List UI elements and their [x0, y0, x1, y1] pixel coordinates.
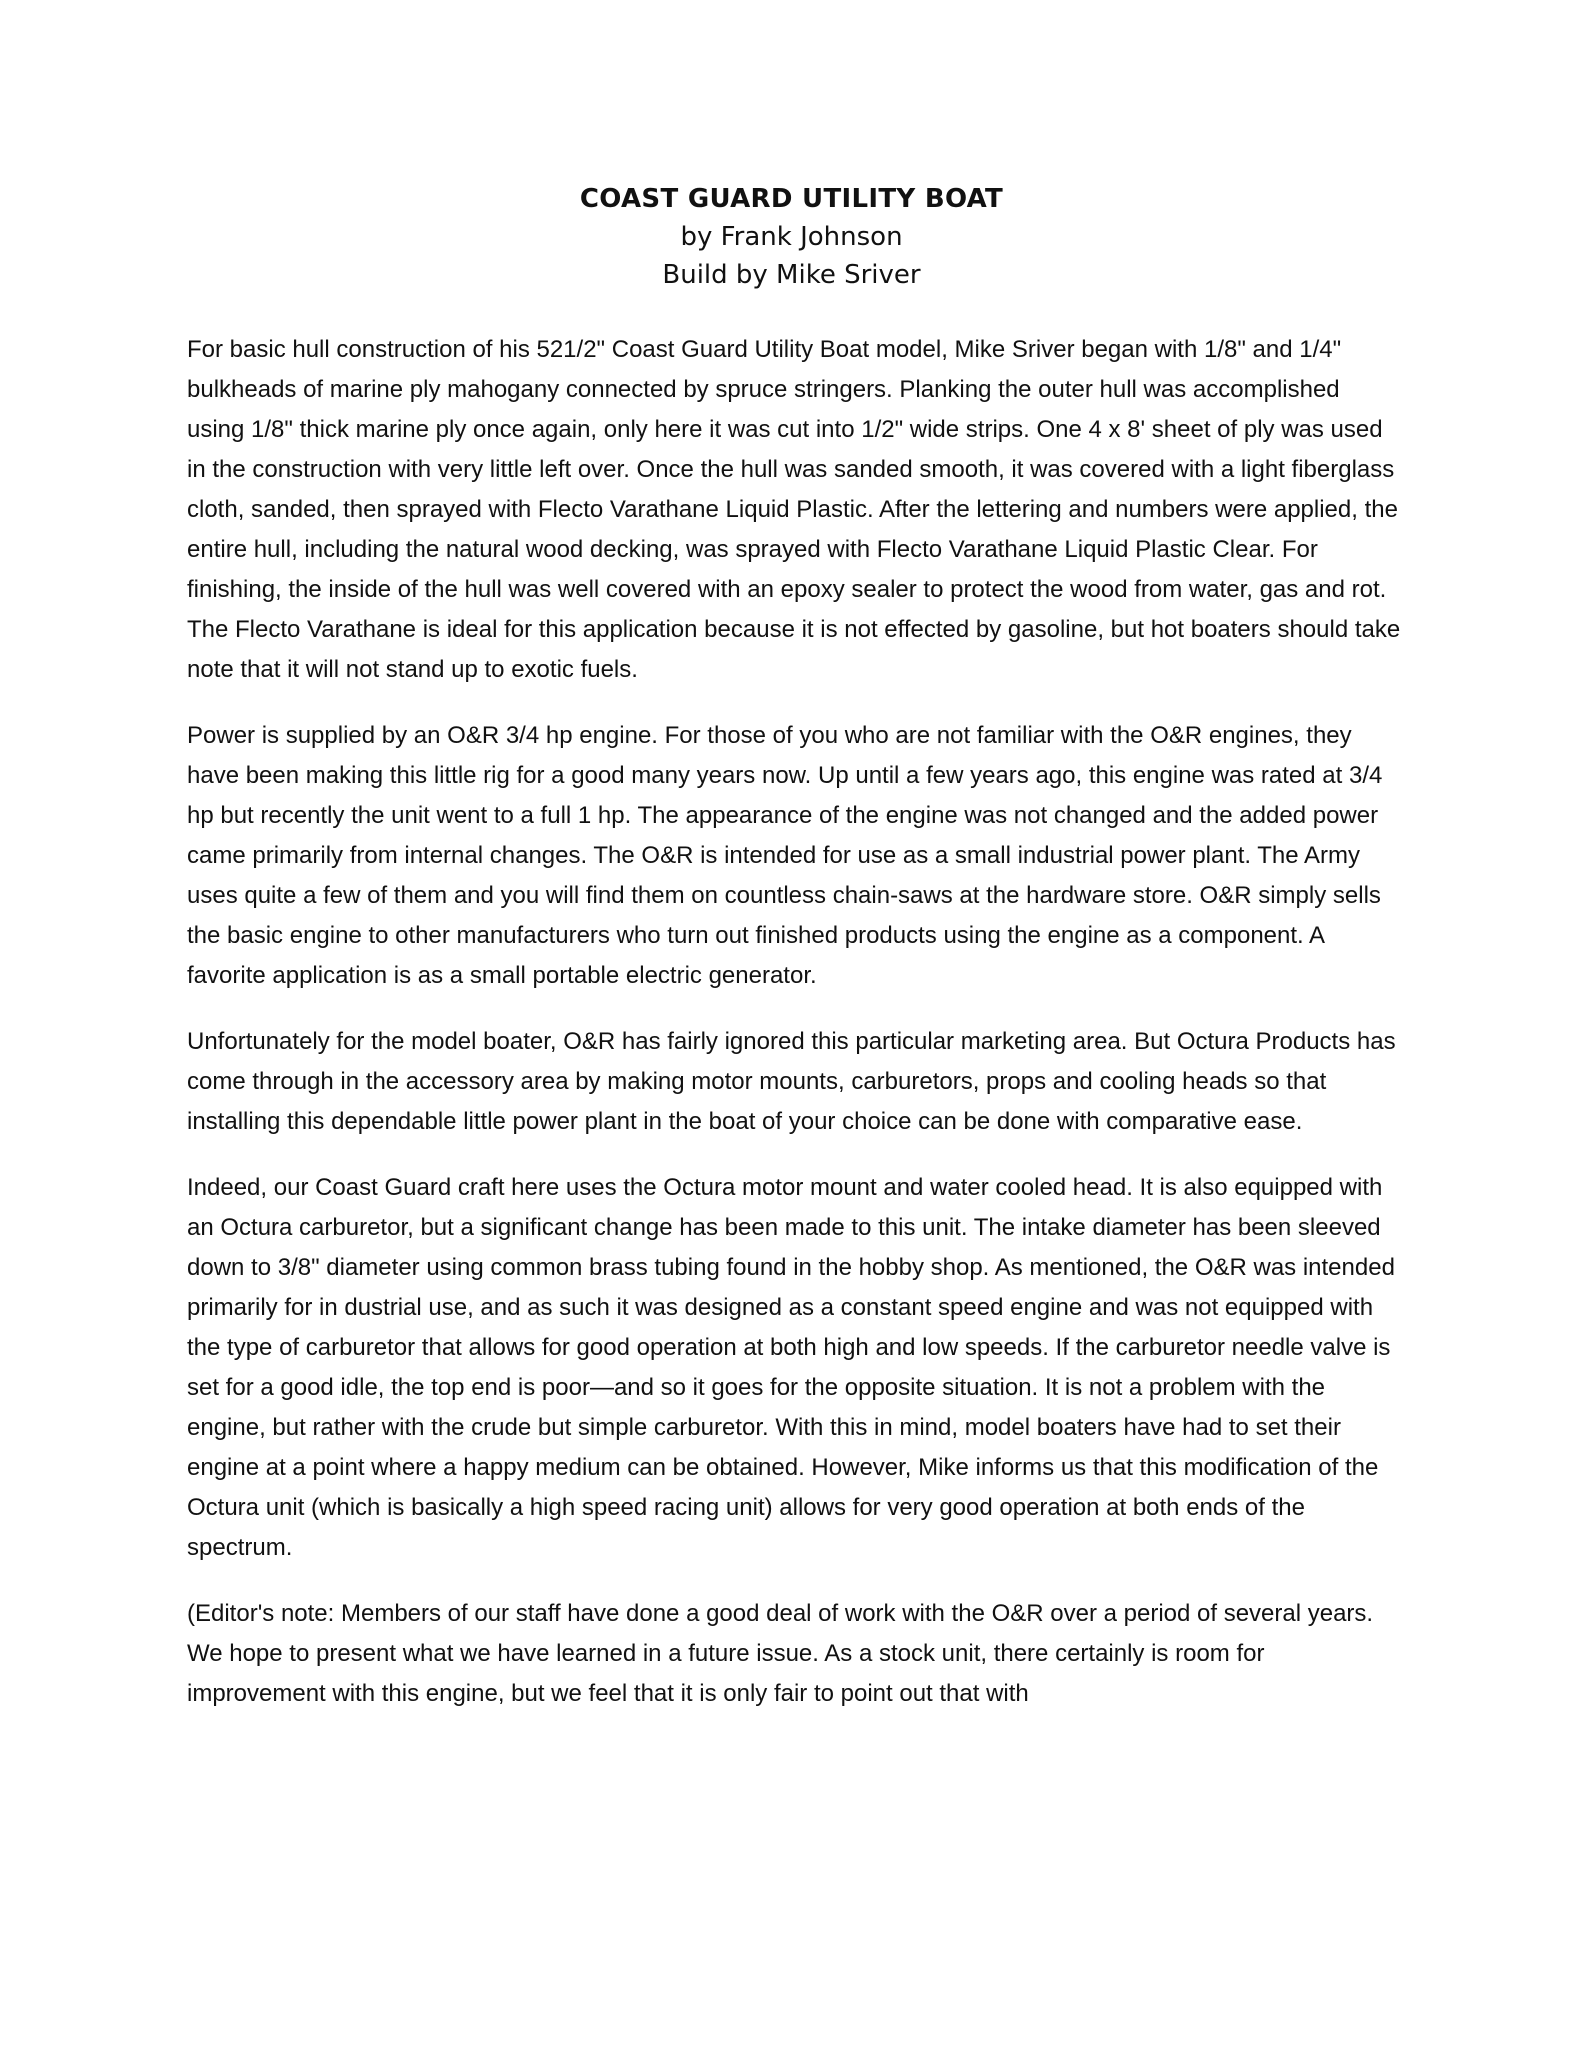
article-header — [0, 180, 1583, 294]
paragraph-hull-construction: For basic hull construction of his 521/2" Coast Guard Utility Boat model, Mike Sriver began with 1/8" and 1/4" bulkheads of marine ply mahogany connected by spruce stringers. Planking the outer hull was accomplished using 1/8" thick marine ply once again, only here it was cut into 1/2" wide strips. One 4 x 8' sheet of ply was used in the construction with very little left over. Once the hull was sanded smooth, it was covered with a light fiberglass cloth, sanded, then sprayed with Flecto Varathane Liquid Plastic. After the lettering and numbers were applied, the entire hull, including the natural wood decking, was sprayed with Flecto Varathane Liquid Plastic Clear. For finishing, the inside of the hull was well covered with an epoxy sealer to protect the wood from water, gas and rot. The Flecto Varathane is ideal for this application because it is not effected by gasoline, but hot boaters should take note that it will not stand up to exotic fuels. — [187, 336, 1401, 683]
author-line: by Frank Johnson — [680, 222, 903, 252]
article-title: COAST GUARD UTILITY BOAT — [579, 184, 1004, 214]
paragraph-editors-note: (Editor's note: Members of our staff have done a good deal of work with the O&R over a period of several years. We hope to present what we have learned in a future issue. As a stock unit, there certainly is room for improvement with this engine, but we feel that it is only fair to point out that with — [187, 1600, 1374, 1707]
article-body — [187, 330, 1402, 1740]
paragraph-carburetor: Indeed, our Coast Guard craft here uses the Octura motor mount and water cooled head. It is also equipped with an Octura carburetor, but a significant change has been made to this unit. The intake diameter has been sleeved down to 3/8" diameter using common brass tubing found in the hobby shop. As mentioned, the O&R was intended primarily for in dustrial use, and as such it was designed as a constant speed engine and was not equipped with the type of carburetor that allows for good operation at both high and low speeds. If the carburetor needle valve is set for a good idle, the top end is poor—and so it goes for the opposite situation. It is not a problem with the engine, but rather with the crude but simple carburetor. With this in mind, model boaters have had to set their engine at a point where a happy medium can be obtained. However, Mike informs us that this modification of the Octura unit (which is basically a high speed racing unit) allows for very good operation at both ends of the spectrum. — [187, 1174, 1395, 1561]
paragraph-marketing: Unfortunately for the model boater, O&R has fairly ignored this particular marketing area. But Octura Products has come through in the accessory area by making motor mounts, carburetors, props and cooling heads so that installing this dependable little power plant in the boat of your choice can be done with comparative ease. — [187, 1028, 1396, 1135]
builder-line: Build by Mike Sriver — [662, 260, 921, 290]
paragraph-power: Power is supplied by an O&R 3/4 hp engine. For those of you who are not familiar with the O&R engines, they have been making this little rig for a good many years now. Up until a few years ago, this engine was rated at 3/4 hp but recently the unit went to a full 1 hp. The appearance of the engine was not changed and the added power came primarily from internal changes. The O&R is intended for use as a small industrial power plant. The Army uses quite a few of them and you will find them on countless chain-saws at the hardware store. O&R simply sells the basic engine to other manufacturers who turn out finished products using the engine as a component. A favorite application is as a small portable electric generator. — [187, 722, 1383, 989]
